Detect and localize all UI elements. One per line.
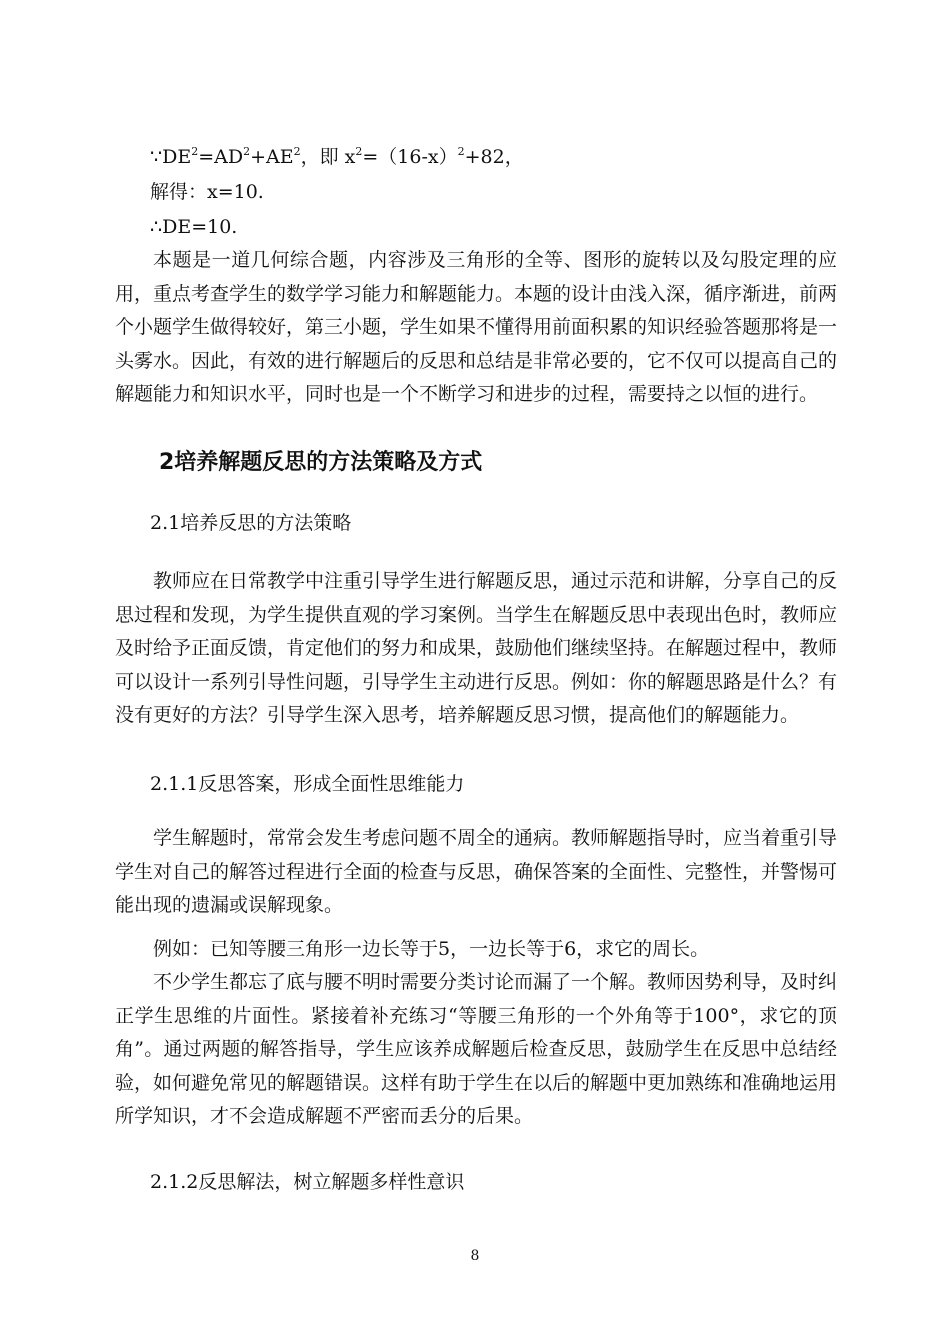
subsection-heading-2-1-1: 2.1.1反思答案，形成全面性思维能力	[150, 773, 465, 795]
section-heading-2: 2培养解题反思的方法策略及方式	[159, 450, 483, 475]
paragraph-comprehensive-check: 学生解题时，常常会发生考虑问题不周全的通病。教师解题指导时，应当着重引导学生对自己的解答过程进行全面的检查与反思，确保答案的全面性、完整性，并警惕可能出现的遗漏或误解现象。	[115, 827, 838, 916]
paragraph-teacher-guidance: 教师应在日常教学中注重引导学生进行解题反思，通过示范和讲解，分享自己的反思过程和发现，为学生提供直观的学习案例。当学生在解题反思中表现出色时，教师应及时给予正面反馈，肯定他们的努力和成果，鼓励他们继续坚持。在解题过程中，教师可以设计一系列引导性问题，引导学生主动进行反思。例如：你的解题思路是什么？有没有更好的方法？引导学生深入思考，培养解题反思习惯，提高他们的解题能力。	[115, 570, 838, 726]
paragraph-example: 例如：已知等腰三角形一边长等于5，一边长等于6，求它的周长。	[153, 938, 710, 960]
equation-result: ∴DE=10.	[150, 216, 238, 238]
superscript: 2	[355, 145, 363, 158]
page-number: 8	[470, 1248, 480, 1264]
equation-pythagoras	[150, 145, 524, 169]
paragraph-example-discussion: 不少学生都忘了底与腰不明时需要分类讨论而漏了一个解。教师因势利导，及时纠正学生思维的片面性。紧接着补充练习“等腰三角形的一个外角等于100°，求它的顶角”。通过两题的解答指导，学生应该养成解题后检查反思，鼓励学生在反思中总结经验，如何避免常见的解题错误。这样有助于学生在以后的解题中更加熟练和准确地运用所学知识，才不会造成解题不严密而丢分的后果。	[115, 971, 838, 1127]
equation-solve: 解得：x=10.	[150, 181, 264, 203]
superscript: 2	[293, 145, 301, 158]
subsection-heading-2-1-2: 2.1.2反思解法，树立解题多样性意识	[150, 1171, 465, 1193]
eq-part-ad: =AD	[198, 146, 244, 168]
superscript: 2	[191, 145, 199, 158]
eq-part-paren: =（16-x）	[362, 146, 458, 168]
subsection-heading-2-1: 2.1培养反思的方法策略	[150, 512, 352, 534]
eq-part-ae: +AE	[250, 146, 294, 168]
superscript: 2	[457, 145, 465, 158]
superscript: 2	[243, 145, 251, 158]
paragraph-analysis: 本题是一道几何综合题，内容涉及三角形的全等、图形的旋转以及勾股定理的应用，重点考查学生的数学学习能力和解题能力。本题的设计由浅入深，循序渐进，前两个小题学生做得较好，第三小题，学生如果不懂得用前面积累的知识经验答题那将是一头雾水。因此，有效的进行解题后的反思和总结是非常必要的，它不仅可以提高自己的解题能力和知识水平，同时也是一个不断学习和进步的过程，需要持之以恒的进行。	[115, 249, 838, 405]
eq-part-de: ∵DE	[150, 146, 192, 168]
eq-part-tail: +82，	[464, 146, 524, 168]
eq-part-x: ，即 x	[300, 146, 356, 168]
